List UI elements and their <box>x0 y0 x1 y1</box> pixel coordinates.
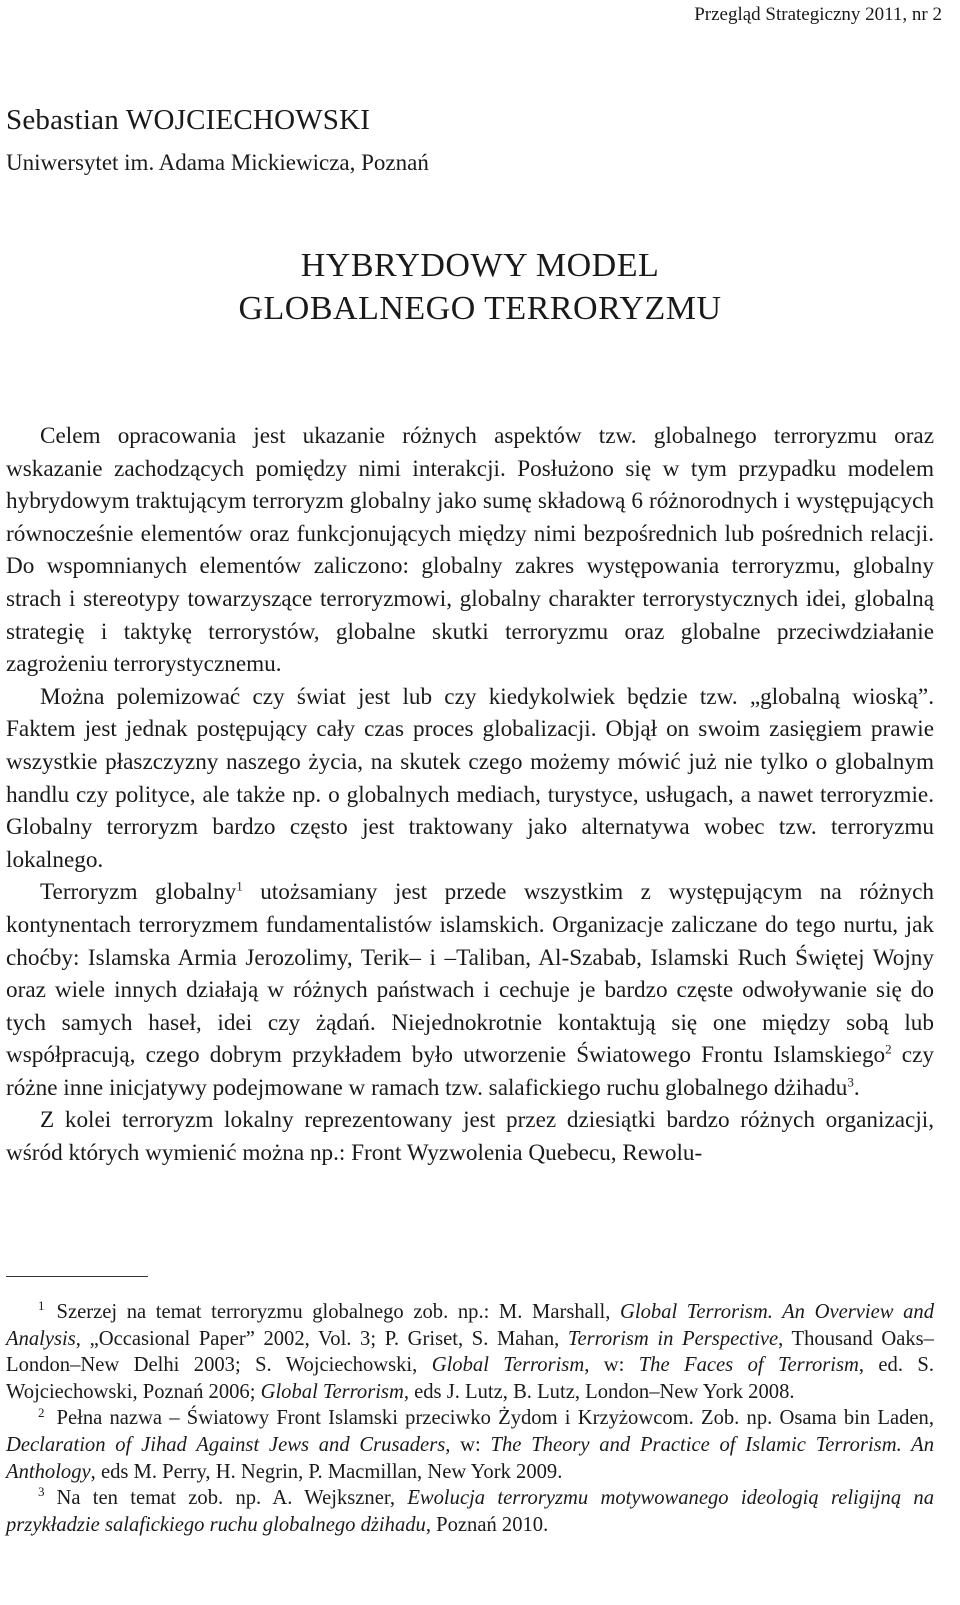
footnote-title: Ewolucja terroryzmu motywowanego ideologią religijną na przykładzie salafickiego ruchu globalnego dżihadu <box>6 1487 934 1536</box>
body-paragraph-2: Można polemizować czy świat jest lub czy kiedykolwiek będzie tzw. „globalną wioską”. Faktem jest jednak postępujący cały czas proces globalizacji. Objął on swoim zasięgiem prawie wszystkie płaszczyzny naszego życia, na skutek czego możemy mówić już nie tylko o globalnym handlu czy polityce, ale także np. o globalnych mediach, turystyce, usługach, a nawet terroryzmie. Globalny terroryzm bardzo często jest traktowany jako alternatywa wobec tzw. terroryzmu lokalnego. <box>6 683 934 873</box>
footnote-ref-1[interactable]: 1 <box>236 878 243 894</box>
footnote-text: Pełna nazwa – Światowy Front Islamski przeciwko Żydom i Krzyżowcom. Zob. np. Osama bin Laden, <box>56 1407 934 1430</box>
body-paragraph-1: Celem opracowania jest ukazanie różnych aspektów tzw. globalnego terroryzmu oraz wskazanie zachodzących pomiędzy nimi interakcji. Posłużono się w tym przypadku modelem hybrydowym traktującym terroryzm globalny jako sumę składową 6 różnorodnych i występujących równocześnie elementów oraz funkcjonujących między nimi bezpośrednich lub pośrednich relacji. Do wspomnianych elementów zaliczono: globalny zakres występowania terroryzmu, globalny strach i stereotypy towarzyszące terroryzmowi, globalny charakter terrorystycznych idei, globalną strategię i taktykę terrorystów, globalne skutki terroryzmu oraz globalne przeciwdziałanie zagrożeniu terrorystycznemu. <box>6 423 934 678</box>
footnote-2 <box>6 1405 934 1485</box>
footnote-text: , Thousand Oaks–London–New Delhi 2003; S. Wojciechowski, <box>6 1327 934 1377</box>
article-title <box>0 244 960 330</box>
footnote-number: 2 <box>38 1404 45 1420</box>
footnote-text: , eds M. Perry, H. Negrin, P. Macmillan, New York 2009. <box>90 1460 563 1483</box>
footnote-text: , Poznań 2010. <box>425 1513 549 1536</box>
footnote-title: The Faces of Terrorism <box>638 1354 859 1377</box>
footnote-text: , ed. S. Wojciechowski, Poznań 2006; <box>6 1354 934 1403</box>
footnote-3 <box>6 1485 934 1538</box>
body-text: Terroryzm globalny <box>40 879 237 906</box>
footnote-number: 3 <box>38 1484 45 1500</box>
body-text: czy różne inne inicjatywy podejmowane w ramach tzw. salafickiego ruchu globalnego dżihadu <box>6 1042 934 1101</box>
body-paragraph-4: Z kolei terroryzm lokalny reprezentowany jest przez dziesiątki bardzo różnych organizacji, wśród których wymienić można np.: Front Wyzwolenia Quebecu, Rewolu- <box>6 1107 934 1167</box>
title-line-2: GLOBALNEGO TERRORYZMU <box>238 290 722 327</box>
footnote-text: , „Occasional Paper” 2002, Vol. 3; P. Griset, S. Mahan, <box>75 1327 568 1350</box>
footnote-text: Szerzej na temat terroryzmu globalnego zob. np.: M. Marshall, <box>56 1301 620 1323</box>
footnote-1 <box>6 1299 934 1405</box>
body-text: utożsamiany jest przede wszystkim z występującym na różnych kontynentach terroryzmem fundamentalistów islamskich. Organizacje zaliczane do tego nurtu, jak choćby: Islamska Armia Jerozolimy, Terik– i –Taliban, Al-Szabab, Islamski Ruch Świętej Wojny oraz wiele innych działają w różnych państwach i cechuje je bardzo częste odwoływanie się do tych samych haseł, idei czy żądań. Niejednokrotnie kontaktują się one między sobą lub współpracują, czego dobrym przykładem było utworzenie Światowego Frontu Islamskiego <box>6 879 934 1069</box>
author-name: Sebastian WOJCIECHOWSKI <box>6 104 371 136</box>
footnote-text: , eds J. Lutz, B. Lutz, London–New York 2008. <box>403 1380 795 1403</box>
footnote-text: Na ten temat zob. np. A. Wejkszner, <box>56 1487 408 1510</box>
footnote-text: , w: <box>584 1354 639 1377</box>
footnote-number: 1 <box>38 1298 45 1314</box>
footnotes <box>6 1299 934 1538</box>
article-body <box>6 420 934 1170</box>
footnote-title: Declaration of Jihad Against Jews and Crusaders <box>6 1433 446 1456</box>
footnote-title: The Theory and Practice of Islamic Terrorism. An Anthology <box>6 1433 934 1483</box>
footnote-ref-3[interactable]: 3 <box>847 1074 854 1090</box>
running-header: Przegląd Strategiczny 2011, nr 2 <box>694 4 942 25</box>
footnote-separator <box>6 1276 148 1277</box>
body-paragraph-3 <box>6 876 934 1104</box>
footnote-title: Global Terrorism <box>260 1380 404 1403</box>
author-affiliation: Uniwersytet im. Adama Mickiewicza, Poznań <box>6 150 429 175</box>
footnote-ref-2[interactable]: 2 <box>885 1041 892 1057</box>
footnote-title: Global Terrorism <box>431 1354 585 1377</box>
footnote-text: , w: <box>445 1433 491 1456</box>
body-text: . <box>853 1074 860 1101</box>
footnote-title: Terrorism in Perspective <box>567 1327 779 1350</box>
title-line-1: HYBRYDOWY MODEL <box>300 247 660 284</box>
footnote-title: Global Terrorism. An Overview and Analysis <box>6 1301 934 1350</box>
